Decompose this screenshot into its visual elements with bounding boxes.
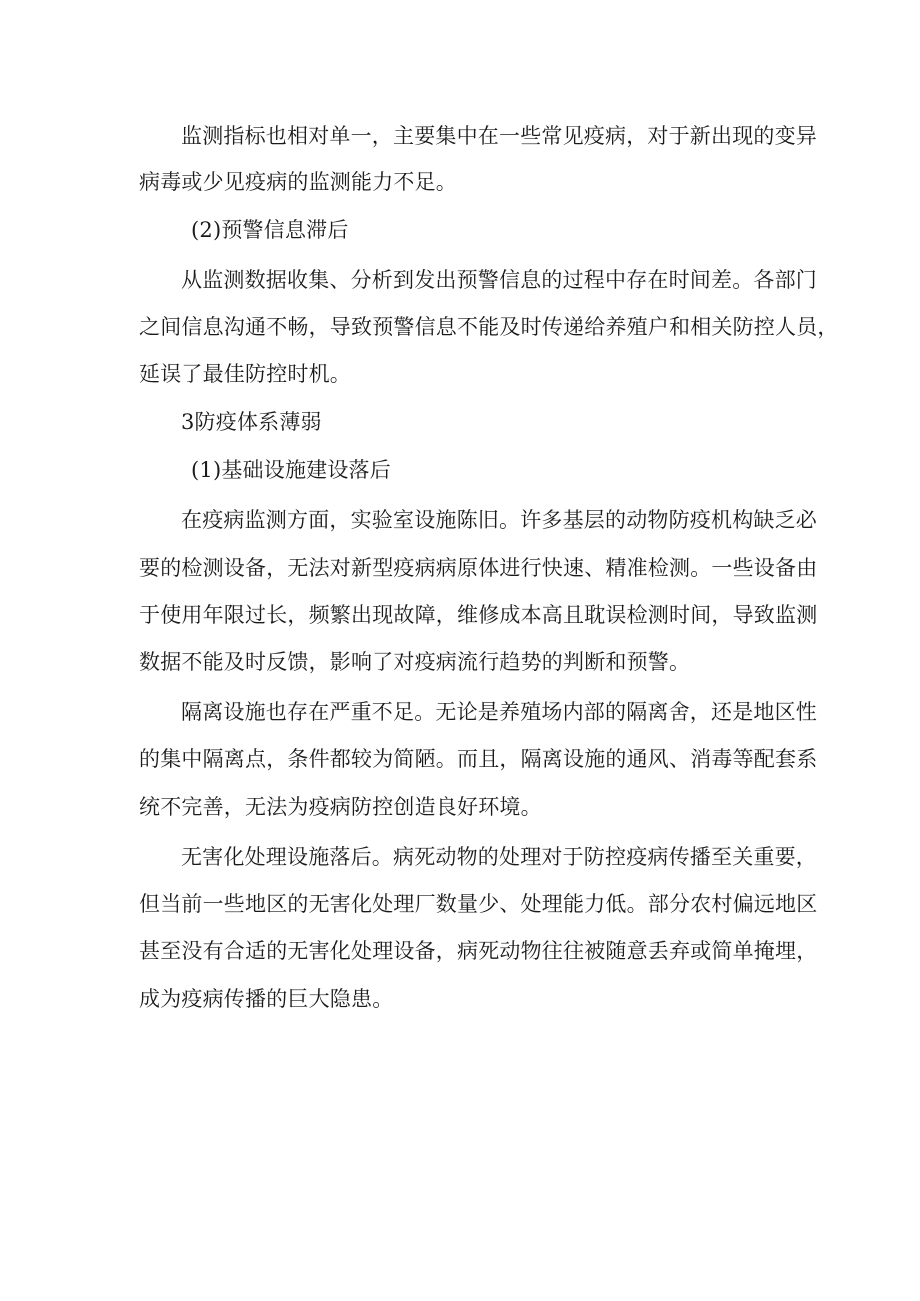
paragraph-line: 病毒或少见疫病的监测能力不足。 [139, 170, 457, 194]
paragraph-line: 无害化处理设施落后。病死动物的处理对于防控疫病传播至关重要， [181, 845, 817, 869]
paragraph-line: 于使用年限过长，频繁出现故障，维修成本高且耽误检测时间，导致监测 [139, 603, 818, 627]
paragraph-line: 但当前一些地区的无害化处理厂数量少、处理能力低。部分农村偏远地区 [139, 892, 818, 916]
section-heading: 3防疫体系薄弱 [181, 410, 322, 434]
paragraph-line: 延误了最佳防控时机。 [139, 362, 351, 386]
paragraph-line: 甚至没有合适的无害化处理设备，病死动物往往被随意丢弃或简单掩埋， [139, 939, 818, 963]
paragraph-line: 之间信息沟通不畅，导致预警信息不能及时传递给养殖户和相关防控人员， [139, 315, 839, 339]
subheading: (2)预警信息滞后 [191, 218, 349, 242]
paragraph-line: 成为疫病传播的巨大隐患。 [139, 987, 394, 1011]
subheading: (1)基础设施建设落后 [191, 458, 391, 482]
paragraph-line: 隔离设施也存在严重不足。无论是养殖场内部的隔离舍，还是地区性 [181, 700, 817, 724]
paragraph-line: 监测指标也相对单一，主要集中在一些常见疫病，对于新出现的变异 [181, 124, 817, 148]
paragraph-line: 从监测数据收集、分析到发出预警信息的过程中存在时间差。各部门 [181, 268, 817, 292]
paragraph-line: 要的检测设备，无法对新型疫病病原体进行快速、精准检测。一些设备由 [139, 556, 818, 580]
paragraph-line: 统不完善，无法为疫病防控创造良好环境。 [139, 795, 542, 819]
paragraph-line: 的集中隔离点，条件都较为简陋。而且，隔离设施的通风、消毒等配套系 [139, 747, 818, 771]
paragraph-line: 数据不能及时反馈，影响了对疫病流行趋势的判断和预警。 [139, 650, 691, 674]
paragraph-line: 在疫病监测方面，实验室设施陈旧。许多基层的动物防疫机构缺乏必 [181, 508, 817, 532]
